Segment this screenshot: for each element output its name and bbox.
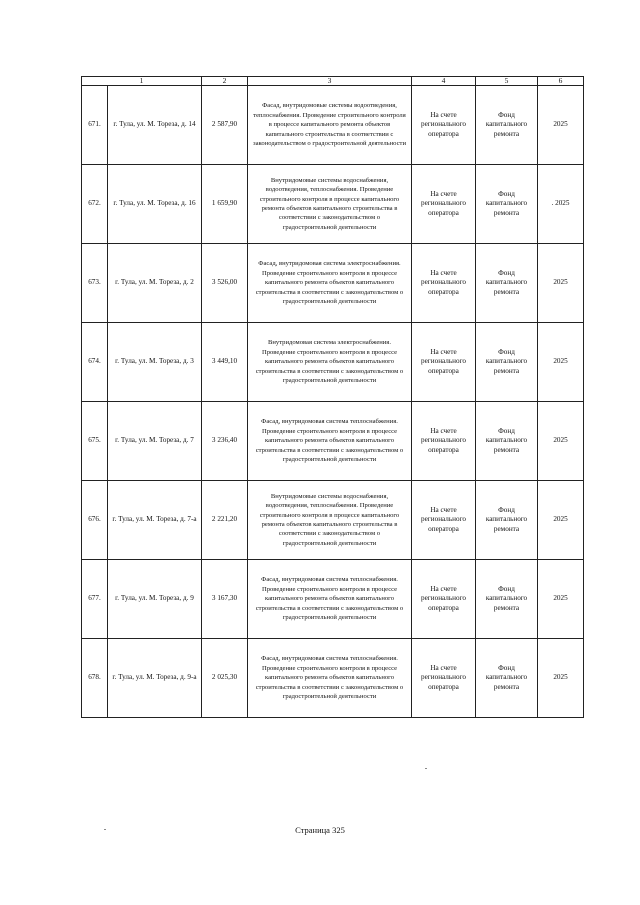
column-number: 4 — [412, 77, 476, 86]
year-cell: . 2025 — [538, 165, 584, 244]
address-cell: г. Тула, ул. М. Тореза, д. 7-а — [108, 481, 202, 560]
row-number: 675. — [82, 402, 108, 481]
address-cell: г. Тула, ул. М. Тореза, д. 16 — [108, 165, 202, 244]
account-cell: На счете регионального оператора — [412, 639, 476, 718]
scan-speck — [425, 768, 427, 769]
year-cell: 2025 — [538, 244, 584, 323]
funding-source-cell: Фонд капитального ремонта — [476, 323, 538, 402]
column-number: 3 — [248, 77, 412, 86]
funding-source-cell: Фонд капитального ремонта — [476, 244, 538, 323]
table-row — [82, 165, 584, 244]
cost-cell: 3 449,10 — [202, 323, 248, 402]
row-number: 671. — [82, 86, 108, 165]
row-number: 674. — [82, 323, 108, 402]
account-cell: На счете регионального оператора — [412, 165, 476, 244]
account-cell: На счете регионального оператора — [412, 86, 476, 165]
funding-source-cell: Фонд капитального ремонта — [476, 86, 538, 165]
table-row — [82, 639, 584, 718]
funding-source-cell: Фонд капитального ремонта — [476, 481, 538, 560]
address-cell: г. Тула, ул. М. Тореза, д. 14 — [108, 86, 202, 165]
table-row — [82, 323, 584, 402]
year-cell: 2025 — [538, 323, 584, 402]
year-cell: 2025 — [538, 639, 584, 718]
year-cell: 2025 — [538, 402, 584, 481]
address-cell: г. Тула, ул. М. Тореза, д. 2 — [108, 244, 202, 323]
table-row — [82, 481, 584, 560]
cost-cell: 3 167,30 — [202, 560, 248, 639]
cost-cell: 2 587,90 — [202, 86, 248, 165]
row-number: 677. — [82, 560, 108, 639]
row-number: 673. — [82, 244, 108, 323]
cost-cell: 2 221,20 — [202, 481, 248, 560]
works-cell: Фасад, внутридомовая система теплоснабжения. Проведение строительного контроля в процессе капитального ремонта объектов капитального строительства в соответствии с законодательством о градостроительной деятельности — [248, 560, 412, 639]
funding-source-cell: Фонд капитального ремонта — [476, 402, 538, 481]
column-number: 1 — [82, 77, 202, 86]
works-cell: Фасад, внутридомовые системы водоотведения, теплоснабжения. Проведение строительного контроля в процессе капитального ремонта объектов капитального строительства в соответствии с законодательством о градостроительной деятельности — [248, 86, 412, 165]
account-cell: На счете регионального оператора — [412, 323, 476, 402]
works-cell: Внутридомовая система электроснабжения. Проведение строительного контроля в процессе капитального ремонта объектов капитального строительства в соответствии с законодательством о градостроительной деятельности — [248, 323, 412, 402]
year-cell: 2025 — [538, 86, 584, 165]
works-cell: Фасад, внутридомовая система электроснабжения. Проведение строительного контроля в процессе капитального ремонта объектов капитального строительства в соответствии с законодательством о градостроительной деятельности — [248, 244, 412, 323]
funding-source-cell: Фонд капитального ремонта — [476, 639, 538, 718]
funding-source-cell: Фонд капитального ремонта — [476, 165, 538, 244]
address-cell: г. Тула, ул. М. Тореза, д. 9 — [108, 560, 202, 639]
column-number: 5 — [476, 77, 538, 86]
address-cell: г. Тула, ул. М. Тореза, д. 9-а — [108, 639, 202, 718]
funding-source-cell: Фонд капитального ремонта — [476, 560, 538, 639]
table-row — [82, 86, 584, 165]
account-cell: На счете регионального оператора — [412, 402, 476, 481]
row-number: 672. — [82, 165, 108, 244]
account-cell: На счете регионального оператора — [412, 560, 476, 639]
works-cell: Фасад, внутридомовая система теплоснабжения. Проведение строительного контроля в процессе капитального ремонта объектов капитального строительства в соответствии с законодательством о градостроительной деятельности — [248, 402, 412, 481]
account-cell: На счете регионального оператора — [412, 244, 476, 323]
address-cell: г. Тула, ул. М. Тореза, д. 3 — [108, 323, 202, 402]
works-cell: Фасад, внутридомовая система теплоснабжения. Проведение строительного контроля в процессе капитального ремонта объектов капитального строительства в соответствии с законодательством о градостроительной деятельности — [248, 639, 412, 718]
year-cell: 2025 — [538, 560, 584, 639]
cost-cell: 3 236,40 — [202, 402, 248, 481]
works-cell: Внутридомовые системы водоснабжения, водоотведения, теплоснабжения. Проведение строительного контроля в процессе капитального ремонта объектов капитального строительства в соответствии с законодательством о градостроительной деятельности — [248, 165, 412, 244]
year-cell: 2025 — [538, 481, 584, 560]
capital-repair-table — [81, 76, 584, 718]
page-number: Страница 325 — [295, 825, 345, 835]
cost-cell: 3 526,00 — [202, 244, 248, 323]
row-number: 676. — [82, 481, 108, 560]
table-row — [82, 402, 584, 481]
account-cell: На счете регионального оператора — [412, 481, 476, 560]
address-cell: г. Тула, ул. М. Тореза, д. 7 — [108, 402, 202, 481]
table-row — [82, 244, 584, 323]
cost-cell: 1 659,90 — [202, 165, 248, 244]
cost-cell: 2 025,30 — [202, 639, 248, 718]
row-number: 678. — [82, 639, 108, 718]
works-cell: Внутридомовые системы водоснабжения, водоотведения, теплоснабжения. Проведение строительного контроля в процессе капитального ремонта объектов капитального строительства в соответствии с законодательством о градостроительной деятельности — [248, 481, 412, 560]
column-number: 2 — [202, 77, 248, 86]
column-number: 6 — [538, 77, 584, 86]
column-number-row — [82, 77, 584, 86]
table-row — [82, 560, 584, 639]
